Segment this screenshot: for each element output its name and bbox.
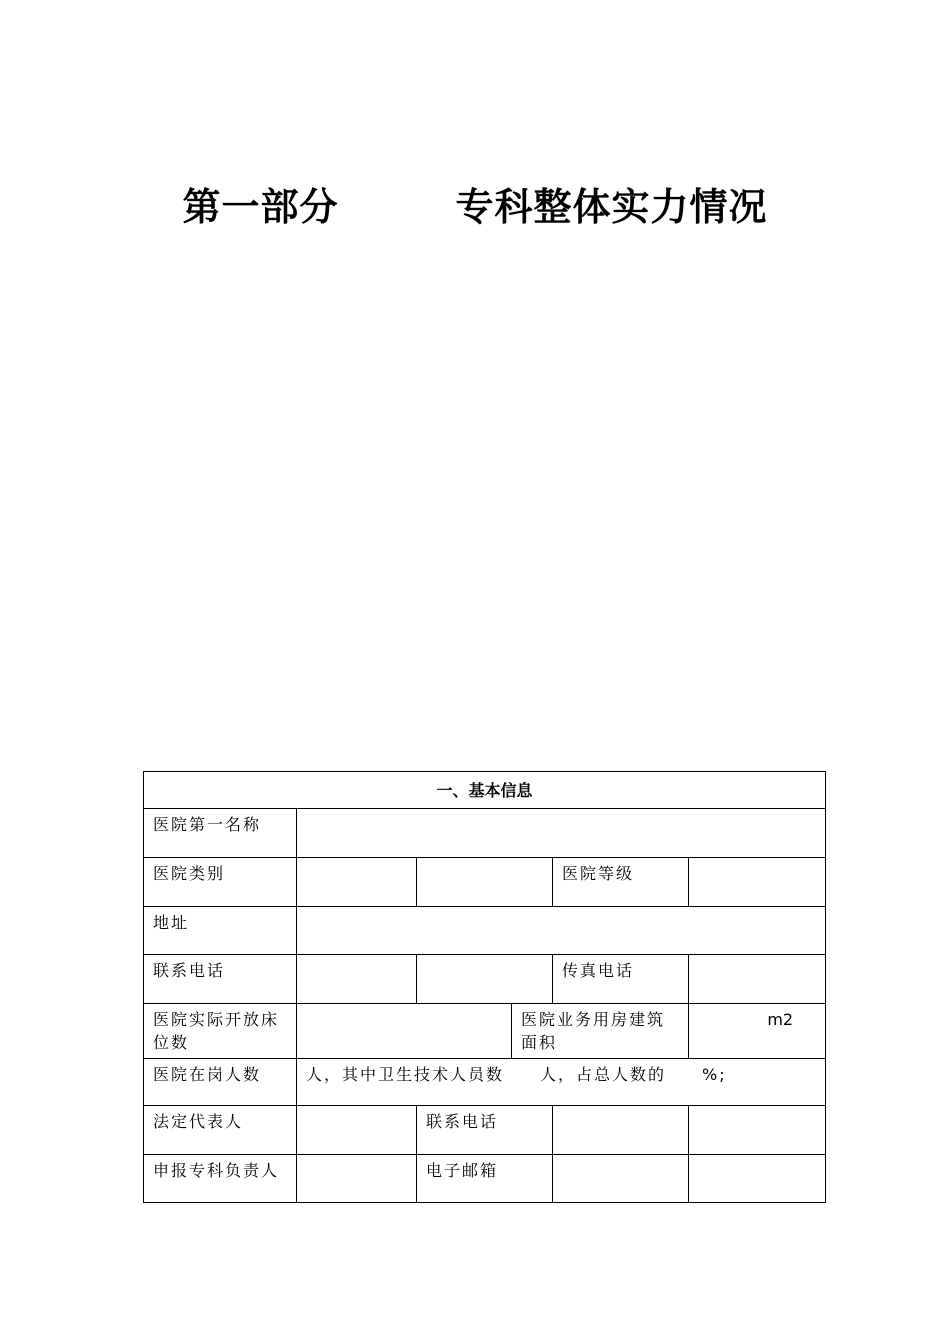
hospital-category-field[interactable]	[297, 858, 417, 907]
table-row	[144, 1059, 826, 1106]
contact-phone-label: 联系电话	[144, 955, 297, 1004]
hospital-category-field-2[interactable]	[417, 858, 553, 907]
table-row	[144, 1106, 826, 1155]
contact-phone-field-2[interactable]	[417, 955, 553, 1004]
table-row	[144, 809, 826, 858]
beds-label: 医院实际开放床位数	[144, 1004, 297, 1059]
building-area-field[interactable]	[689, 1004, 826, 1059]
fax-label: 传真电话	[553, 955, 689, 1004]
email-label: 电子邮箱	[417, 1155, 553, 1203]
table-row	[144, 858, 826, 907]
basic-info-table	[143, 771, 826, 1203]
legal-rep-phone-field[interactable]	[553, 1106, 689, 1155]
hospital-name-field[interactable]	[297, 809, 826, 858]
contact-phone-field[interactable]	[297, 955, 417, 1004]
table-row	[144, 1155, 826, 1203]
building-area-label: 医院业务用房建筑面积	[512, 1004, 689, 1059]
specialty-lead-field[interactable]	[297, 1155, 417, 1203]
address-label: 地址	[144, 907, 297, 955]
email-field[interactable]	[553, 1155, 689, 1203]
specialty-lead-label: 申报专科负责人	[144, 1155, 297, 1203]
building-area-unit: m2	[767, 1010, 794, 1029]
legal-rep-label: 法定代表人	[144, 1106, 297, 1155]
page-title: 第一部分 专科整体实力情况	[182, 185, 768, 229]
table-row	[144, 1004, 826, 1059]
hospital-name-label: 医院第一名称	[144, 809, 297, 858]
hospital-category-label: 医院类别	[144, 858, 297, 907]
email-extra-field[interactable]	[689, 1155, 826, 1203]
staff-detail-field[interactable]: 人，其中卫生技术人员数 人，占总人数的 %;	[297, 1059, 826, 1106]
section-header: 一、基本信息	[144, 772, 826, 809]
table-row	[144, 772, 826, 809]
address-field[interactable]	[297, 907, 826, 955]
beds-field[interactable]	[297, 1004, 512, 1059]
staff-count-label: 医院在岗人数	[144, 1059, 297, 1106]
legal-rep-phone-label: 联系电话	[417, 1106, 553, 1155]
hospital-grade-field[interactable]	[689, 858, 826, 907]
legal-rep-extra-field[interactable]	[689, 1106, 826, 1155]
table-row	[144, 907, 826, 955]
hospital-grade-label: 医院等级	[553, 858, 689, 907]
legal-rep-field[interactable]	[297, 1106, 417, 1155]
table-row	[144, 955, 826, 1004]
fax-field[interactable]	[689, 955, 826, 1004]
